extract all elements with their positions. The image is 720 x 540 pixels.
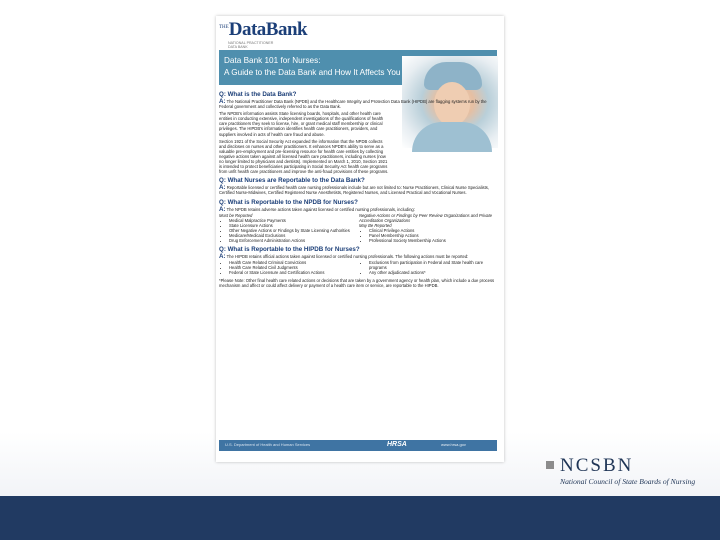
list-item: • Health Care Related Criminal Convictions [229, 260, 359, 265]
npdb-left-head: Must be Reported [219, 212, 253, 218]
answer-2: A: Reportable licensed or certified health care nursing professionals include but are not limited to: Nurse Practitioners, Clinical Nurse Specialists, Certified Nurse-Midwives, Certified Registered Nurse Anesthetists, Registered Nurses, and Licensed Practical and Vocational Nurses. [219, 184, 490, 196]
logo-prefix: THE [219, 25, 229, 30]
list-item: • Health Care Related Civil Judgments [229, 265, 359, 270]
list-item: • Drug Enforcement Administration Actions [229, 238, 359, 243]
npdb-left-col [219, 213, 359, 244]
document-content [219, 88, 499, 288]
list-item: • Federal or State Licensure and Certification Actions [229, 270, 359, 275]
list-item: • Other Negative Actions or Findings by State Licensing Authorities [229, 228, 359, 233]
list-item: • Medical Malpractice Payments [229, 218, 359, 223]
databank-logo [219, 19, 307, 49]
logo-sub-1: NATIONAL PRACTITIONER [228, 41, 274, 45]
ncsbn-square-icon [546, 461, 554, 469]
npdb-lists [219, 213, 499, 244]
logo-sub-2: DATA BANK [228, 45, 248, 49]
hipdb-right-col [359, 260, 499, 275]
ncsbn-full-name: National Council of State Boards of Nursing [560, 477, 696, 486]
list-item: • Exclusions from participation in Federal and State health care programs [369, 260, 499, 270]
question-1: Q: What is the Data Bank? [219, 91, 297, 98]
hrsa-logo: HRSA [387, 441, 407, 448]
answer-3: A: The NPDB retains adverse actions taken against licensed or certified nursing professionals, including: [219, 205, 415, 213]
hrsa-url: www.hrsa.gov [441, 442, 466, 447]
npdb-right-head: Negative Actions or Findings by Peer Review Organizations and Private Accreditation Organizations [359, 212, 492, 223]
list-item: • Professional Society Membership Actions [369, 238, 499, 243]
question-4: Q: What is Reportable to the HIPDB for Nurses? [219, 246, 360, 254]
document-thumbnail [216, 16, 504, 462]
list-item: • Panel Membership Actions [369, 233, 499, 238]
question-2: Q: What Nurses are Reportable to the Data Bank? [219, 177, 365, 185]
paragraph-2: Section 1921 of the Social Security Act expanded the information that the NPDB collects and discloses on nurses and other practitioners. It enhances NPDB's ability to serve as a valuable pre-employment and pre-licensing resource for health care entities by collecting negative actions taken against all licensed health care practitioners, including nurses (now no longer limited to physicians and dentists). Implemented on March 1, 2010, Section 1921 is intended to protect beneficiaries participating in Social Security Act health care programs from unfit health care practitioners and improve the anti-fraud provisions of these programs. [219, 138, 389, 175]
list-item: • Any other adjudicated actions* [369, 270, 499, 275]
ncsbn-mark: NCSBN [560, 455, 634, 476]
paragraph-1: The NPDB's information assists State licensing boards, hospitals, and other health care entities in conducting extensive, independent investigations of the qualifications of health care practitioners they seek to license, hire, or grant medical staff membership or clinical privileges. The HIPDB's information identifies health care practitioners, providers, and suppliers involved in acts of health care fraud and abuse. [219, 111, 384, 137]
npdb-right-col [359, 213, 499, 244]
logo-name: DataBank [228, 19, 308, 40]
note: *Please Note: Other final health care related actions or decisions that are taken by a government agency or health plan, which include a due process mechanism and affect or could affect delivery or payment of a health care item or service, are reportable to the HIPDB. [219, 277, 495, 288]
answer-1: A: The National Practitioner Data Bank (NPDB) and the Healthcare Integrity and Protection Data Bank (HIPDB) are flagging systems run by the Federal government and collectively referred to as the Data Bank. [219, 98, 487, 110]
list-item: • Clinical Privilege Actions [369, 228, 499, 233]
banner-line-2: A Guide to the Data Bank and How It Affects You [224, 68, 401, 77]
hipdb-lists [219, 260, 499, 275]
list-item: • State Licensure Actions [229, 223, 359, 228]
document-footer [219, 440, 497, 451]
answer-4: A: The HIPDB retains official actions taken against licensed or certified nursing professionals. The following actions must be reported: [219, 253, 469, 261]
bottom-bar [0, 496, 720, 540]
hipdb-left-col [219, 260, 359, 275]
banner-line-1: Data Bank 101 for Nurses: [224, 56, 321, 65]
list-item: • Medicare/Medicaid Exclusions [229, 233, 359, 238]
npdb-right-sub: May Be Reported [359, 222, 392, 228]
question-3: Q: What is Reportable to the NPDB for Nurses? [219, 198, 358, 206]
hhs-text: U.S. Department of Health and Human Services [225, 442, 311, 447]
